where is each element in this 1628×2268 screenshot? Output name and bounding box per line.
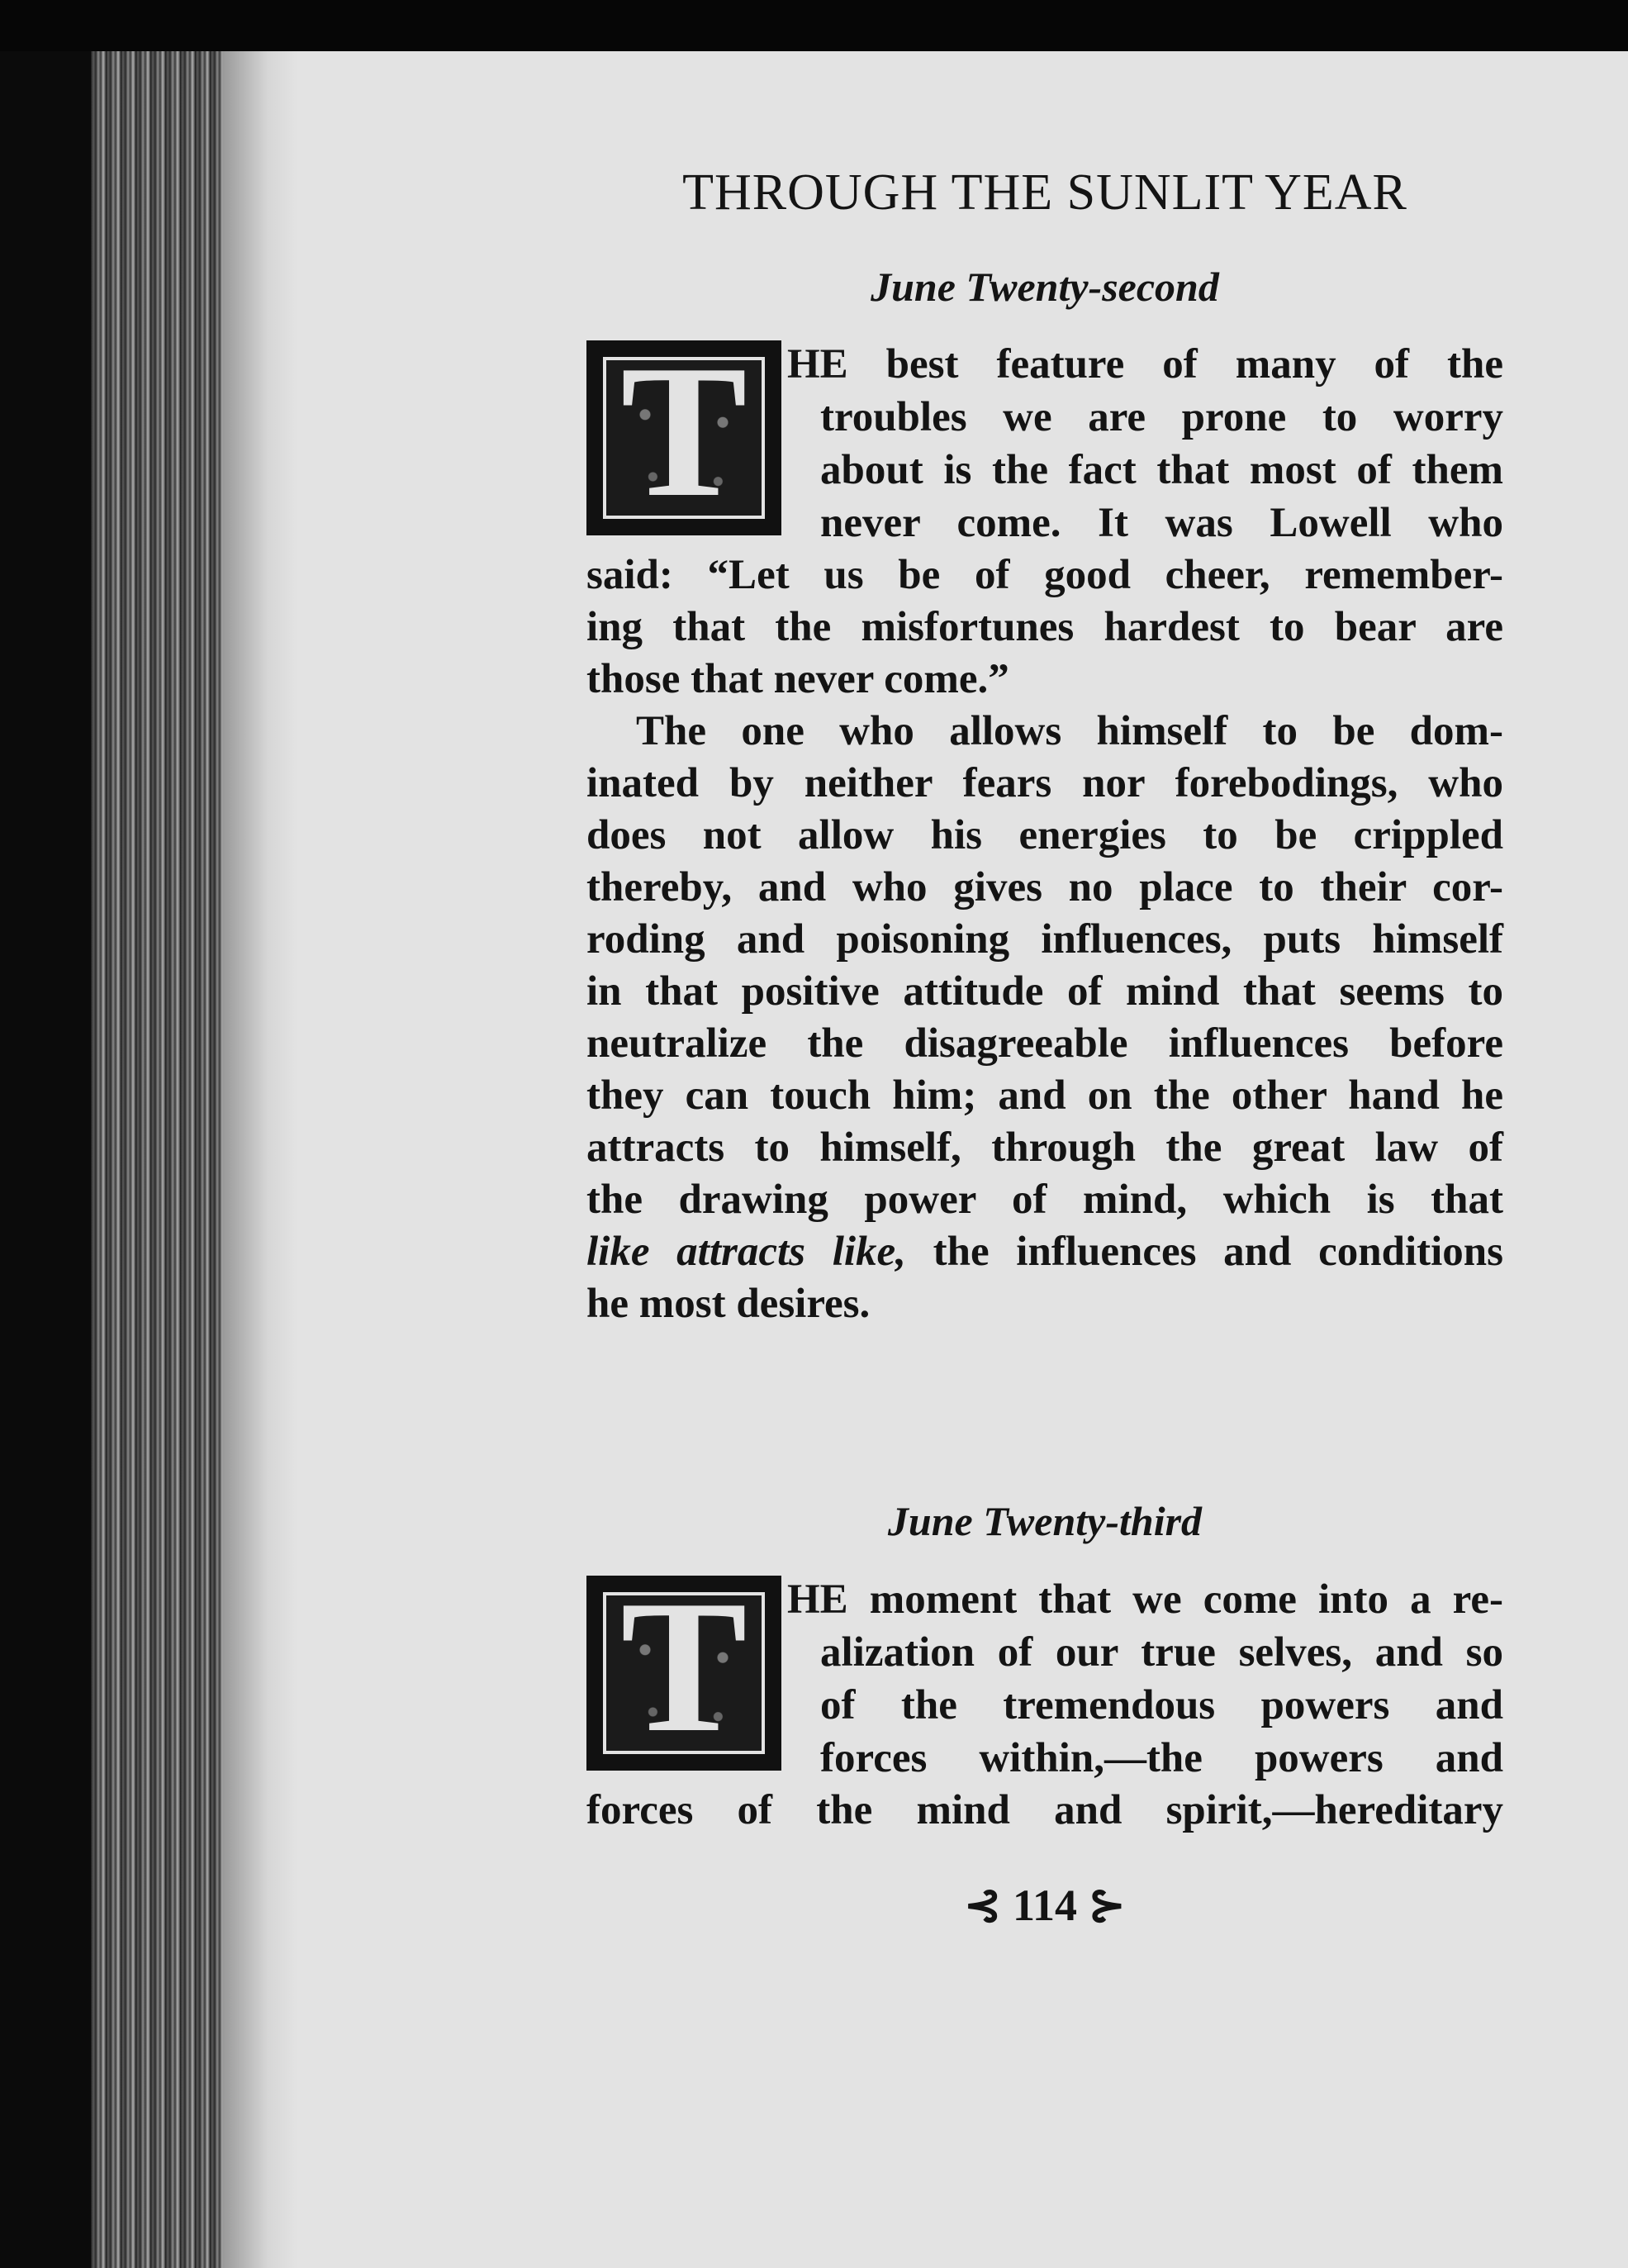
text-line: said: “Let us be of good cheer, remember- [586,552,1503,598]
text-line: the drawing power of mind, which is that [586,1177,1503,1223]
running-head: THROUGH THE SUNLIT YEAR [682,164,1407,221]
page-number [586,1879,1503,1931]
drop-cap-letter: T [620,1561,748,1771]
text-line: of the tremendous powers and [820,1682,1503,1728]
text-line: they can touch him; and on the other hand he [586,1072,1503,1119]
page-content [586,51,1611,2268]
folio-ornament-right: ⊱ [1088,1880,1126,1930]
text-line: alization of our true selves, and so [820,1629,1503,1676]
text-line-mixed [586,1228,1503,1276]
text-line: thereby, and who gives no place to their cor- [586,864,1503,911]
text-line: The one who allows himself to be dom- [636,708,1503,754]
text-line: troubles we are prone to worry [820,394,1503,440]
entry-date-2: June Twenty-third [887,1498,1203,1544]
page-number-value: 114 [1012,1880,1078,1930]
text-line: inated by neither fears nor forebodings, who [586,760,1503,806]
folio-ornament-left: ⊰ [964,1880,1002,1930]
text-line: in that positive attitude of mind that seems to [586,968,1503,1015]
text-line: attracts to himself, through the great law of [586,1124,1503,1171]
text-line: roding and poisoning influences, puts himself [586,916,1503,963]
text-line: HE moment that we come into a re- [787,1576,1503,1623]
text-line: HE best feature of many of the [787,341,1503,388]
text-line: ing that the misfortunes hardest to bear are [586,604,1503,650]
drop-cap-1 [586,326,781,536]
scan-top-border [0,0,1628,51]
page-edges [91,51,223,2268]
text-line: never come. It was Lowell who [820,500,1503,546]
drop-cap-2 [586,1561,781,1771]
entry-date-1: June Twenty-second [871,264,1219,310]
text-line: does not allow his energies to be crippled [586,812,1503,858]
text-line: forces within,—the powers and [820,1735,1503,1781]
gutter-shadow [223,51,297,2268]
text-line: neutralize the disagreeable influences before [586,1020,1503,1067]
text-fragment: the influences and conditions [905,1229,1503,1275]
text-line: about is the fact that most of them [820,447,1503,493]
text-line: forces of the mind and spirit,—hereditary [586,1787,1503,1833]
italic-phrase: like attracts like, [586,1229,906,1275]
text-line: he most desires. [586,1281,871,1327]
text-line: those that never come.” [586,656,1009,702]
drop-cap-letter: T [620,326,748,536]
book-page [91,51,1628,2268]
